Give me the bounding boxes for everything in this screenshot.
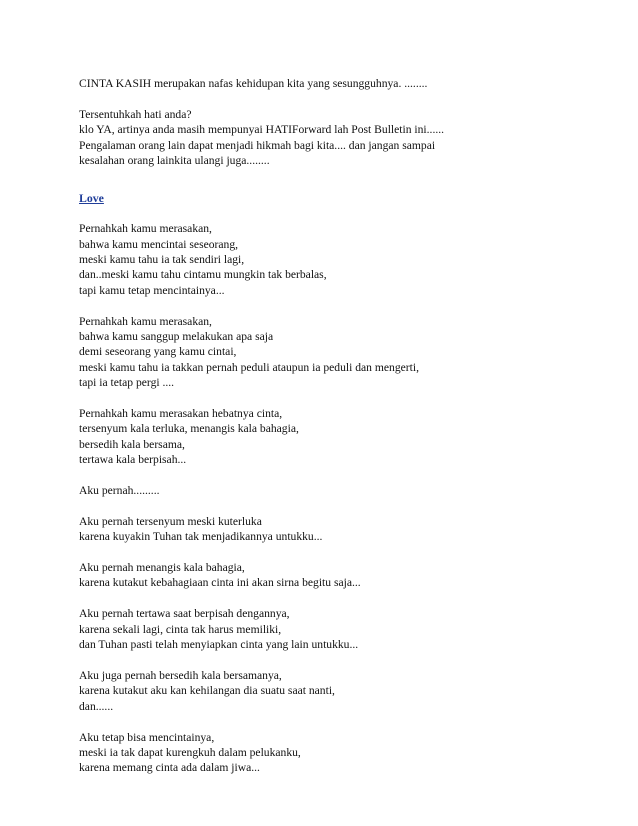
text-line: Pernahkah kamu merasakan hebatnya cinta,: [79, 407, 283, 421]
intro-section: [79, 76, 609, 168]
stanza: [79, 606, 609, 652]
text-line: CINTA KASIH merupakan nafas kehidupan kita yang sesungguhnya. ........: [79, 77, 428, 90]
text-line: Aku pernah.........: [79, 484, 160, 498]
text-line: Pernahkah kamu merasakan,: [79, 222, 212, 236]
text-line: tersenyum kala terluka, menangis kala bahagia,: [79, 422, 299, 436]
text-line: tapi ia tetap pergi ....: [79, 376, 175, 390]
text-line: Aku pernah tertawa saat berpisah dengannya,: [79, 607, 290, 621]
text-line: demi seseorang yang kamu cintai,: [79, 345, 237, 359]
text-line: Aku tetap bisa mencintainya,: [79, 730, 215, 744]
text-line: Aku pernah tersenyum meski kuterluka: [79, 514, 262, 528]
document-page: [79, 76, 609, 791]
stanza: [79, 314, 609, 391]
text-line: Aku pernah menangis kala bahagia,: [79, 561, 245, 575]
text-line: dan..meski kamu tahu cintamu mungkin tak berbalas,: [79, 268, 327, 282]
text-line: karena kutakut aku kan kehilangan dia suatu saat nanti,: [79, 684, 335, 698]
stanza: [79, 221, 609, 298]
stanza: [79, 668, 609, 714]
text-line: meski kamu tahu ia tak sendiri lagi,: [79, 253, 245, 267]
text-line: klo YA, artinya anda masih mempunyai HATIForward lah Post Bulletin ini......: [79, 123, 445, 137]
text-line: dan Tuhan pasti telah menyiapkan cinta yang lain untukku...: [79, 638, 359, 652]
text-line: meski kamu tahu ia takkan pernah peduli ataupun ia peduli dan mengerti,: [79, 360, 419, 374]
text-line: meski ia tak dapat kurengkuh dalam pelukanku,: [79, 745, 301, 759]
text-line: karena kuyakin Tuhan tak menjadikannya untukku...: [79, 530, 323, 544]
text-line: karena memang cinta ada dalam jiwa...: [79, 761, 260, 775]
stanza: [79, 730, 609, 776]
stanza: [79, 406, 609, 468]
text-line: karena sekali lagi, cinta tak harus memiliki,: [79, 622, 282, 636]
text-line: kesalahan orang lainkita ulangi juga........: [79, 154, 270, 168]
stanza: [79, 560, 609, 591]
stanza: [79, 514, 609, 545]
text-line: Pernahkah kamu merasakan,: [79, 314, 212, 328]
text-line: tapi kamu tetap mencintainya...: [79, 283, 225, 297]
text-line: karena kutakut kebahagiaan cinta ini akan sirna begitu saja...: [79, 576, 361, 590]
text-line: Aku juga pernah bersedih kala bersamanya,: [79, 668, 282, 682]
poem-section: [79, 221, 609, 776]
text-line: dan......: [79, 699, 114, 713]
text-line: Tersentuhkah hati anda?: [79, 107, 192, 121]
heading-wrapper: [79, 184, 609, 221]
stanza: [79, 483, 609, 498]
section-heading-love: Love: [79, 190, 104, 205]
text-line: bersedih kala bersama,: [79, 437, 185, 451]
text-line: Pengalaman orang lain dapat menjadi hikmah bagi kita.... dan jangan sampai: [79, 138, 436, 152]
text-line: bahwa kamu mencintai seseorang,: [79, 237, 239, 251]
text-line: bahwa kamu sanggup melakukan apa saja: [79, 330, 274, 344]
intro-paragraph-1: [79, 76, 609, 91]
intro-paragraph-2: [79, 107, 609, 169]
text-line: tertawa kala berpisah...: [79, 453, 187, 467]
